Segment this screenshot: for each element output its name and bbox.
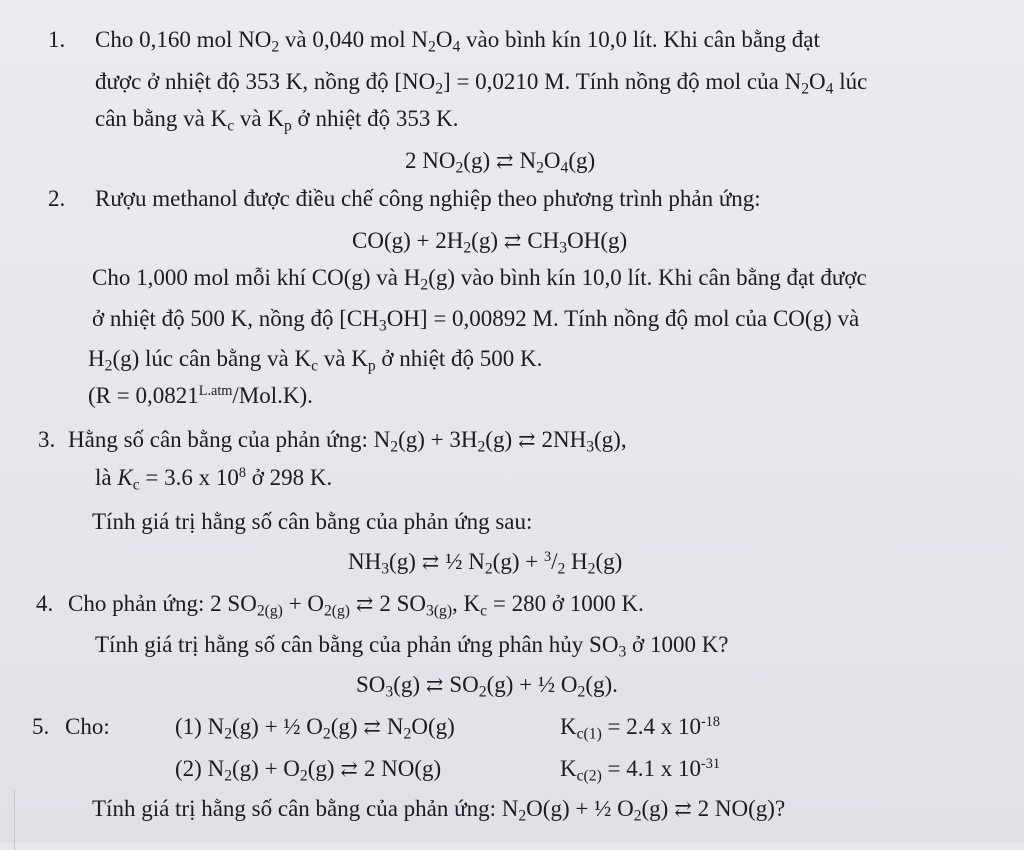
equilibrium-arrow-icon: ⇄: [340, 759, 358, 781]
problem-3-line-1: Hằng số cân bằng của phản ứng: $N_2(g) + 3H_2(g)$ ⇄ $2NH_3(g)$,: [68, 427, 627, 456]
problem-1-equation: 2 $NO_2(g)$ ⇄ $N_2O_4(g)$: [405, 148, 596, 177]
problem-2-line-4: $H_2(g)$ lúc cân bằng và $K_c$ và $K_p$ ở nhiệt độ 500 K.: [88, 346, 543, 375]
problem-2-gas-constant: $(R = 0,0821^{L.atm}/Mol.K)$.: [88, 383, 313, 408]
equilibrium-arrow-icon: ⇄: [518, 430, 536, 452]
problem-5-constant-1: $K_{c(1)} = 2.4$ x $10^{-18}$: [560, 714, 721, 743]
problem-4-line-2: Tính giá trị hằng số cân bằng của phản ứng phân hủy $SO_3$ ở 1000 K?: [95, 632, 729, 661]
problem-4-number: 4.: [36, 591, 54, 616]
problem-3-line-3: Tính giá trị hằng số cân bằng của phản ứng sau:: [92, 509, 533, 534]
problem-2-line-2: Cho 1,000 mol mỗi khí CO(g) và $H_2(g)$ vào bình kín 10,0 lít. Khi cân bằng đạt được: [92, 265, 867, 294]
equilibrium-arrow-icon: ⇄: [674, 799, 692, 821]
equilibrium-arrow-icon: ⇄: [496, 151, 514, 173]
problem-3-number: 3.: [38, 427, 56, 452]
page-edge-divider: [0, 790, 15, 850]
problem-2-number: 2.: [48, 186, 66, 211]
problem-5-label: Cho:: [65, 714, 110, 739]
problem-1-line-3: cân bằng và $K_c$ và $K_p$ ở nhiệt độ 353 K.: [95, 106, 459, 135]
equilibrium-arrow-icon: ⇄: [421, 552, 440, 574]
problem-2-equation: $CO(g) + 2H_2(g)$ ⇄ $CH_3OH(g)$: [352, 228, 628, 257]
problem-4-equation: $SO_3(g)$ ⇄ $SO_2(g)$ + ½ $O_2(g)$.: [356, 672, 618, 701]
equilibrium-arrow-icon: ⇄: [504, 231, 522, 253]
problem-5-reaction-1: (1) $N_2(g)$ + ½ $O_2(g)$ ⇄ $N_2O(g)$: [175, 714, 455, 743]
problem-4-line-1: Cho phản ứng: 2 $SO_{2(g)} + O_{2(g)}$ ⇄ 2 $SO_{3(g)}$, $K_c = 280$ ở 1000 K.: [68, 591, 644, 620]
problem-1-number: 1.: [48, 27, 66, 52]
problem-5-number: 5.: [32, 714, 50, 739]
equilibrium-arrow-icon: ⇄: [363, 717, 381, 739]
problem-2-line-1: Rượu methanol được điều chế công nghiệp theo phương trình phản ứng:: [95, 186, 761, 211]
problem-1-line-2: được ở nhiệt độ 353 K, nồng độ $[NO_2] = 0,0210$ M. Tính nồng độ mol của $N_2O_4$ lúc: [95, 69, 868, 98]
problem-3-equation: $NH_3(g)$ ⇄ ½ $N_2(g) + ^3/_2$ $H_2(g)$: [348, 549, 623, 578]
equilibrium-arrow-icon: ⇄: [426, 675, 444, 697]
problem-3-line-2: là $K_c = 3.6$ x $10^8$ ở 298 K.: [95, 465, 333, 494]
problem-5-line-3: Tính giá trị hằng số cân bằng của phản ứng: $N_2O(g)$ + ½ $O_2(g)$ ⇄ 2 NO(g)?: [92, 796, 786, 825]
problem-5-reaction-2: (2) $N_2(g) + O_2(g)$ ⇄ 2 NO(g): [175, 756, 442, 785]
problem-5-constant-2: $K_{c(2)} = 4.1$ x $10^{-31}$: [560, 756, 721, 785]
equilibrium-arrow-icon: ⇄: [356, 594, 374, 616]
problem-1-line-1: Cho 0,160 mol $NO_2$ và 0,040 mol $N_2O_4$ vào bình kín 10,0 lít. Khi cân bằng đạt: [95, 27, 820, 56]
problem-2-line-3: ở nhiệt độ 500 K, nồng độ $[CH_3OH] = 0,00892$ M. Tính nồng độ mol của CO(g) và: [92, 306, 860, 335]
